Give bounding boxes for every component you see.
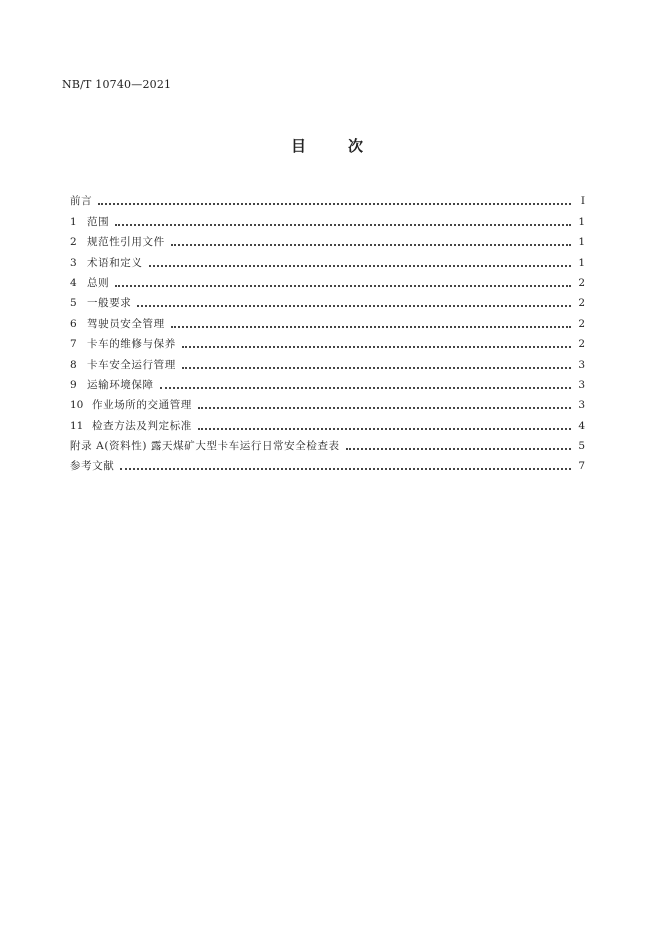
toc-entry-number: 5 xyxy=(70,297,77,310)
toc-entry-label: 作业场所的交通管理 xyxy=(92,399,192,412)
toc-leader-dots xyxy=(120,460,571,473)
page-title-right: 次 xyxy=(347,136,363,155)
toc-entry-label: 运输环境保障 xyxy=(87,378,154,391)
toc-entry-label: 总则 xyxy=(87,276,110,289)
toc-leader-dots xyxy=(182,338,571,351)
toc-entry-label: 参考文献 xyxy=(70,460,115,473)
toc-leader-dots xyxy=(171,236,571,249)
toc-entry-page: 2 xyxy=(578,276,585,289)
toc-entry-label: 范围 xyxy=(87,215,110,228)
toc-entry-8[interactable] xyxy=(70,351,585,371)
toc-entry-number: 1 xyxy=(70,215,77,228)
toc-leader-dots xyxy=(149,257,572,270)
toc-entry-appendix-a[interactable] xyxy=(70,433,585,453)
toc-entry-6[interactable] xyxy=(70,310,585,330)
toc-entry-foreword[interactable] xyxy=(70,188,585,208)
toc-leader-dots xyxy=(198,420,571,433)
toc-entry-5[interactable] xyxy=(70,290,585,310)
toc-entry-page: 3 xyxy=(578,358,585,371)
toc-entry-number: 10 xyxy=(70,399,84,412)
toc-entry-page: 1 xyxy=(578,215,585,228)
toc-entry-page: 2 xyxy=(578,317,585,330)
toc-leader-dots xyxy=(115,216,571,229)
toc-entry-label: 规范性引用文件 xyxy=(87,236,165,249)
toc-entry-page: 2 xyxy=(578,338,585,351)
toc-entry-10[interactable] xyxy=(70,392,585,412)
toc-entry-page: 7 xyxy=(578,460,585,473)
toc-leader-dots xyxy=(137,297,571,310)
toc-entry-label: 卡车的维修与保养 xyxy=(87,338,176,351)
toc-entry-label: 检查方法及判定标准 xyxy=(92,419,192,432)
toc-entry-label: 卡车安全运行管理 xyxy=(87,358,176,371)
toc-entry-2[interactable] xyxy=(70,229,585,249)
table-of-contents xyxy=(70,188,585,473)
toc-leader-dots xyxy=(98,195,571,208)
toc-entry-number: 8 xyxy=(70,358,77,371)
toc-entry-4[interactable] xyxy=(70,270,585,290)
toc-entry-number: 9 xyxy=(70,378,77,391)
toc-entry-number: 11 xyxy=(70,419,84,432)
toc-entry-references[interactable] xyxy=(70,453,585,473)
toc-leader-dots xyxy=(171,318,571,331)
page-title-left: 目 xyxy=(291,136,307,155)
toc-leader-dots xyxy=(182,359,571,372)
toc-entry-label: 一般要求 xyxy=(87,297,132,310)
toc-entry-3[interactable] xyxy=(70,249,585,269)
toc-entry-number: 7 xyxy=(70,338,77,351)
toc-entry-page: 1 xyxy=(578,256,585,269)
toc-entry-page: 1 xyxy=(578,236,585,249)
toc-entry-11[interactable] xyxy=(70,412,585,432)
toc-entry-label: 驾驶员安全管理 xyxy=(87,317,165,330)
toc-entry-page: 5 xyxy=(578,440,585,453)
toc-entry-7[interactable] xyxy=(70,331,585,351)
toc-entry-number: 2 xyxy=(70,236,77,249)
toc-leader-dots xyxy=(160,379,571,392)
toc-entry-number: 6 xyxy=(70,317,77,330)
toc-leader-dots xyxy=(115,277,571,290)
toc-leader-dots xyxy=(346,440,571,453)
toc-entry-1[interactable] xyxy=(70,208,585,228)
toc-entry-page: 3 xyxy=(578,399,585,412)
toc-entry-number: 3 xyxy=(70,256,77,269)
toc-entry-label: 附录 A(资料性) 露天煤矿大型卡车运行日常安全检查表 xyxy=(70,440,340,453)
toc-entry-page: Ⅰ xyxy=(580,195,585,208)
standard-code: NB/T 10740—2021 xyxy=(62,78,172,91)
toc-entry-label: 术语和定义 xyxy=(87,256,143,269)
toc-entry-page: 3 xyxy=(578,378,585,391)
toc-entry-page: 4 xyxy=(578,419,585,432)
toc-leader-dots xyxy=(198,399,571,412)
page-title xyxy=(291,136,363,154)
toc-entry-number: 4 xyxy=(70,276,77,289)
toc-entry-page: 2 xyxy=(578,297,585,310)
toc-entry-9[interactable] xyxy=(70,372,585,392)
toc-entry-label: 前言 xyxy=(70,195,93,208)
